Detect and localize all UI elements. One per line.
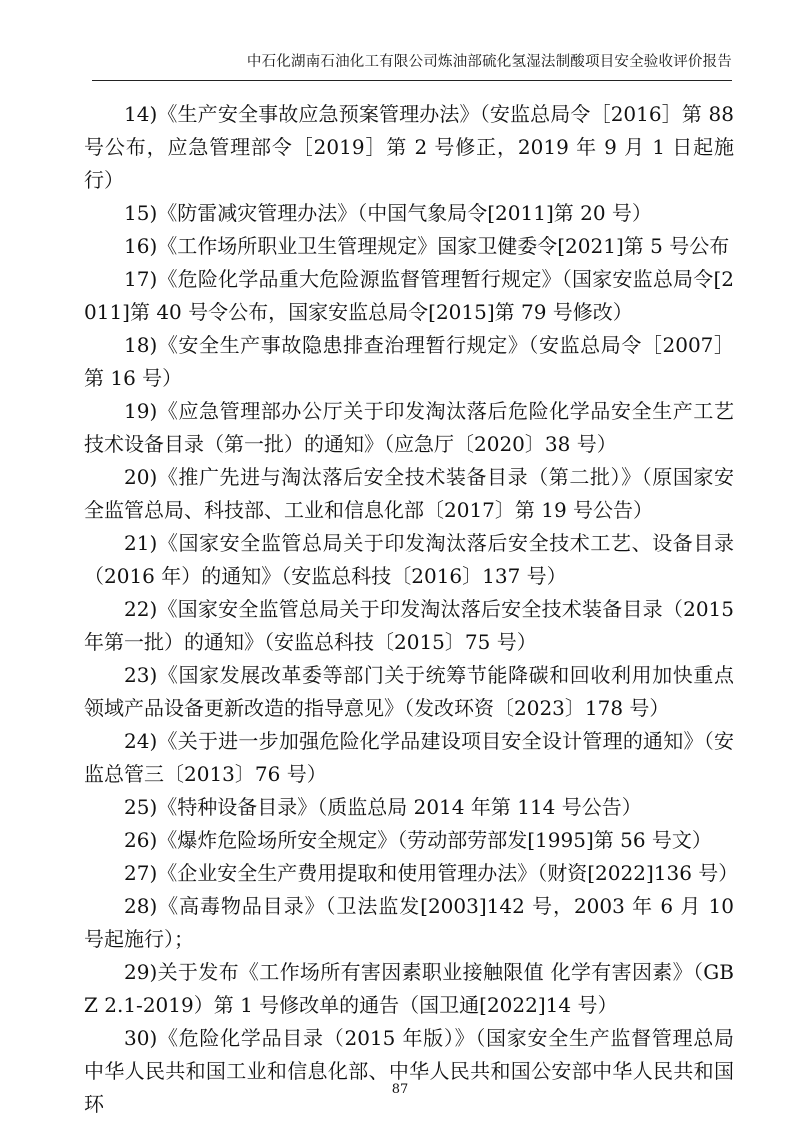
list-item: 27)《企业安全生产费用提取和使用管理办法》（财资[2022]136 号） — [124, 861, 739, 885]
list-item: 22)《国家安全监管总局关于印发淘汰落后安全技术装备目录（2015 年第一批）的通知》（安监总科技〔2015〕75 号） — [84, 597, 734, 654]
list-item: 23)《国家发展改革委等部门关于统筹节能降碳和回收利用加快重点领域产品设备更新改造的指导意见》（发改环资〔2023〕178 号） — [84, 663, 734, 720]
list-item: 19)《应急管理部办公厅关于印发淘汰落后危险化学品安全生产工艺技术设备目录（第一批）的通知》（应急厅〔2020〕38 号） — [84, 399, 734, 456]
list-item: 14)《生产安全事故应急预案管理办法》（安监总局令［2016］第 88 号公布，应急管理部令［2019］第 2 号修正，2019 年 9 月 1 日起施行） — [84, 102, 734, 192]
list-item: 16)《工作场所职业卫生管理规定》国家卫健委令[2021]第 5 号公布 — [124, 234, 730, 258]
list-item: 29)关于发布《工作场所有害因素职业接触限值 化学有害因素》（GBZ 2.1-2019）第 1 号修改单的通告（国卫通[2022]14 号） — [84, 960, 734, 1017]
list-item: 21)《国家安全监管总局关于印发淘汰落后安全技术工艺、设备目录（2016 年）的通知》（安监总科技〔2016〕137 号） — [84, 531, 734, 588]
list-item: 15)《防雷减灾管理办法》（中国气象局令[2011]第 20 号） — [124, 201, 652, 225]
list-item: 18)《安全生产事故隐患排查治理暂行规定》（安监总局令［2007］第 16 号） — [84, 333, 734, 390]
list-item: 24)《关于进一步加强危险化学品建设项目安全设计管理的通知》（安监总管三〔2013〕76 号） — [84, 729, 734, 786]
list-item: 30)《危险化学品目录（2015 年版）》（国家安全生产监督管理总局中华人民共和国工业和信息化部、中华人民共和国公安部中华人民共和国环 — [84, 1026, 734, 1116]
list-item: 25)《特种设备目录》（质监总局 2014 年第 114 号公告） — [124, 795, 642, 819]
report-title: 中石化湖南石油化工有限公司炼油部硫化氢湿法制酸项目安全验收评价报告 — [246, 54, 732, 70]
list-item: 28)《高毒物品目录》（卫法监发[2003]142 号，2003 年 6 月 10 号起施行）； — [84, 894, 734, 951]
list-item: 26)《爆炸危险场所安全规定》（劳动部劳部发[1995]第 56 号文） — [124, 828, 712, 852]
page-number: 87 — [391, 1082, 409, 1097]
list-item: 20)《推广先进与淘汰落后安全技术装备目录（第二批）》（原国家安全监管总局、科技部、工业和信息化部〔2017〕第 19 号公告） — [84, 465, 734, 522]
page-header — [92, 50, 732, 81]
list-item: 17)《危险化学品重大危险源监督管理暂行规定》（国家安监总局令[2011]第 40 号令公布，国家安监总局令[2015]第 79 号修改） — [84, 267, 734, 324]
regulation-list — [84, 98, 739, 1121]
